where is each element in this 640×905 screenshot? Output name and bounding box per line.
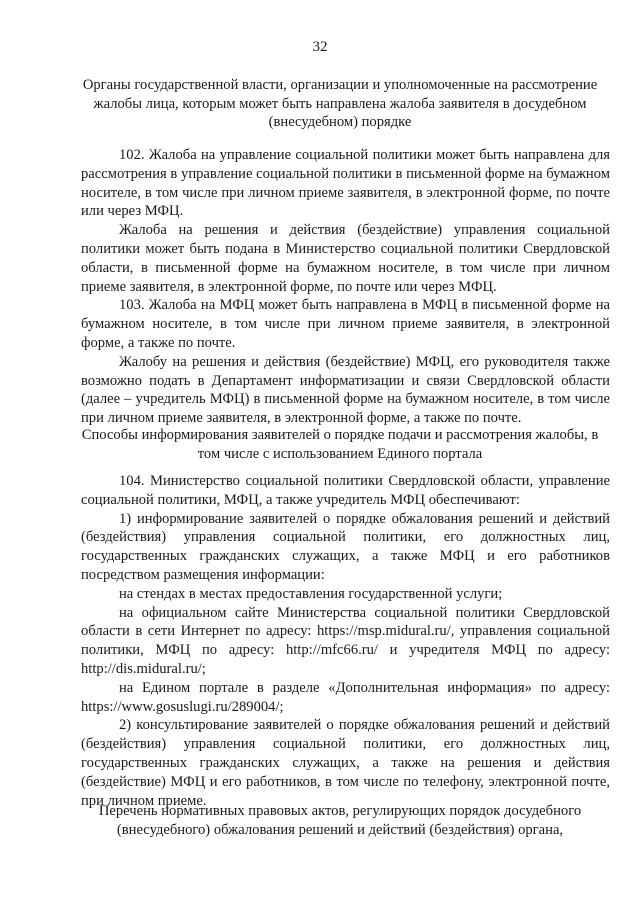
page-number: 32 xyxy=(312,39,328,55)
section-2-body xyxy=(81,472,610,810)
paragraph-104-item-1: 1) информирование заявителей о порядке обжалования решений и действий (бездействия) управления социальной политики, его должностных лиц, государственных гражданских служащих, а также МФЦ и его работников посредством размещения информации: xyxy=(81,510,610,583)
section-2-heading: Способы информирования заявителей о порядке подачи и рассмотрения жалобы, в том числе с использованием Единого портала xyxy=(81,427,599,462)
section-3-heading: Перечень нормативных правовых актов, регулирующих порядок досудебного (внесудебного) обжалования решений и действий (бездействия) органа, xyxy=(98,803,582,838)
paragraph-102: 102. Жалоба на управление социальной политики может быть направлена для рассмотрения в управление социальной политики в письменной форме на бумажном носителе, в том числе при личном приеме заявителя, в электронной форме, по почте или через МФЦ. xyxy=(81,147,610,220)
paragraph-104: 104. Министерство социальной политики Свердловской области, управление социальной политики, МФЦ, а также учредитель МФЦ обеспечивают: xyxy=(81,473,610,508)
paragraph-102-complaint-ministry: Жалоба на решения и действия (бездействие) управления социальной политики может быть подана в Министерство социальной политики Свердловской области, в письменной форме на бумажном носителе, в том числе при личном приеме заявителя, в электронной форме, по почте или через МФЦ. xyxy=(81,222,610,295)
section-1-heading: Органы государственной власти, организации и уполномоченные на рассмотрение жалобы лица, которым может быть направлена жалоба заявителя в досудебном (внесудебном) порядке xyxy=(82,77,598,130)
paragraph-104-item-2: 2) консультирование заявителей о порядке обжалования решений и действий (бездействия) управления социальной политики, его должностных лиц, государственных гражданских служащих, а также на решения и действия (бездействие) МФЦ и его работников, в том числе по телефону, электронной почте, при личном приеме. xyxy=(81,717,610,809)
paragraph-stands: на стендах в местах предоставления государственной услуги; xyxy=(119,585,503,602)
paragraph-103-complaint-department: Жалобу на решения и действия (бездействие) МФЦ, его руководителя также возможно подать в Департамент информатизации и связи Свердловской области (далее – учредитель МФЦ) в письменной форме на бумажном носителе, в том числе при личном приеме заявителя, в электронной форме, а также по почте. xyxy=(81,353,610,427)
paragraph-unified-portal: на Едином портале в разделе «Дополнительная информация» по адресу: https://www.gosuslugi.ru/289004/; xyxy=(81,679,610,715)
section-1-body xyxy=(81,146,610,428)
paragraph-official-sites: на официальном сайте Министерства социальной политики Свердловской области в сети Интернет по адресу: https://msp.midural.ru/, управления социальной политики, МФЦ по адресу: http://mfc66.ru/ и учредителя МФЦ по адресу: http://dis.midural.ru/; xyxy=(81,604,610,677)
paragraph-103: 103. Жалоба на МФЦ может быть направлена в МФЦ в письменной форме на бумажном носителе, в том числе при личном приеме заявителя, в электронной форме, а также по почте. xyxy=(81,297,610,351)
